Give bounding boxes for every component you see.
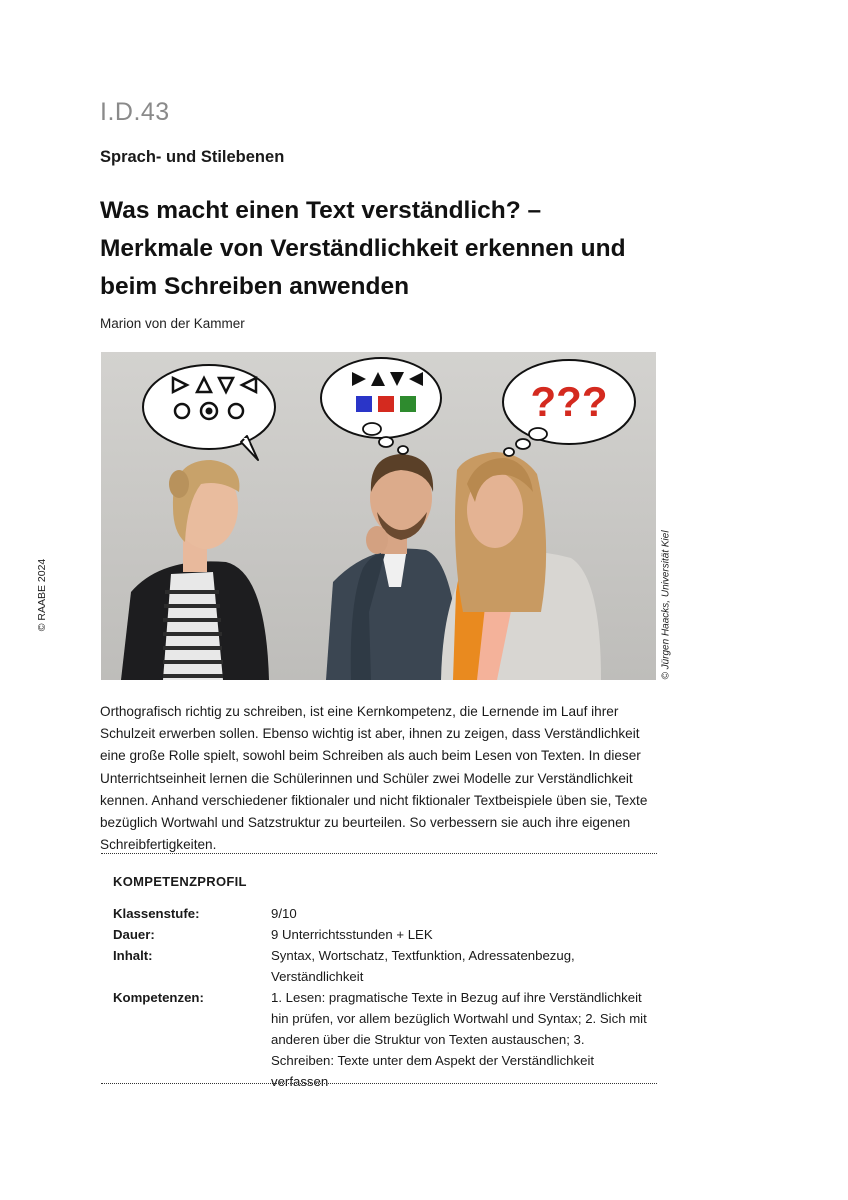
- kp-label: Inhalt:: [113, 948, 153, 963]
- kp-label: Dauer:: [113, 927, 155, 942]
- divider-bottom: [101, 1083, 657, 1084]
- question-marks: ???: [530, 378, 608, 425]
- kp-value: 1. Lesen: pragmatische Texte in Bezug auf ihre Verständlichkeit hin prüfen, vor allem bezüglich Wortwahl und Syntax; 2. Sich mit anderen über die Struktur von Texten austauschen; 3. Schreiben: Texte unter dem Aspekt der Verständlichkeit verfassen: [271, 990, 647, 1089]
- author: Marion von der Kammer: [100, 316, 245, 331]
- page-title: [100, 192, 700, 306]
- unit-code: I.D.43: [100, 98, 170, 126]
- kp-value: 9 Unterrichtsstunden + LEK: [271, 927, 433, 942]
- kp-label: Kompetenzen:: [113, 990, 204, 1005]
- cover-photo: [101, 352, 656, 680]
- kp-value: Syntax, Wortschatz, Textfunktion, Adressatenbezug, Verständlichkeit: [271, 948, 575, 984]
- photo-credit: © Jürgen Haacks, Universität Kiel: [660, 530, 672, 680]
- copyright-note: © RAABE 2024: [36, 558, 48, 632]
- kp-value: 9/10: [271, 906, 297, 921]
- title-line: Merkmale von Verständlichkeit erkennen und: [100, 235, 626, 262]
- divider-top: [101, 853, 657, 854]
- title-line: beim Schreiben anwenden: [100, 273, 410, 300]
- kp-label: Klassenstufe:: [113, 906, 200, 921]
- intro-paragraph: Orthografisch richtig zu schreiben, ist eine Kernkompetenz, die Lernende im Lauf ihrer Schulzeit erwerben sollen. Ebenso wichtig ist aber, ihnen zu zeigen, dass Verständlichkeit eine große Rolle spielt, sowohl beim Schreiben als auch beim Lesen von Texten. In dieser Unterrichtseinheit lernen die Schülerinnen und Schüler zwei Modelle zur Verständlichkeit kennen. Anhand verschiedener fiktionaler und nicht fiktionaler Textbeispiele üben sie, Texte bezüglich Wortwahl und Satzstruktur zu beurteilen. So verbessern sie auch ihre eigenen Schreibfertigkeiten.: [100, 704, 648, 853]
- unit-subtitle: Sprach- und Stilebenen: [100, 148, 285, 166]
- title-line: Was macht einen Text verständlich? –: [100, 197, 542, 224]
- kompetenzprofil-heading: KOMPETENZPROFIL: [113, 874, 247, 889]
